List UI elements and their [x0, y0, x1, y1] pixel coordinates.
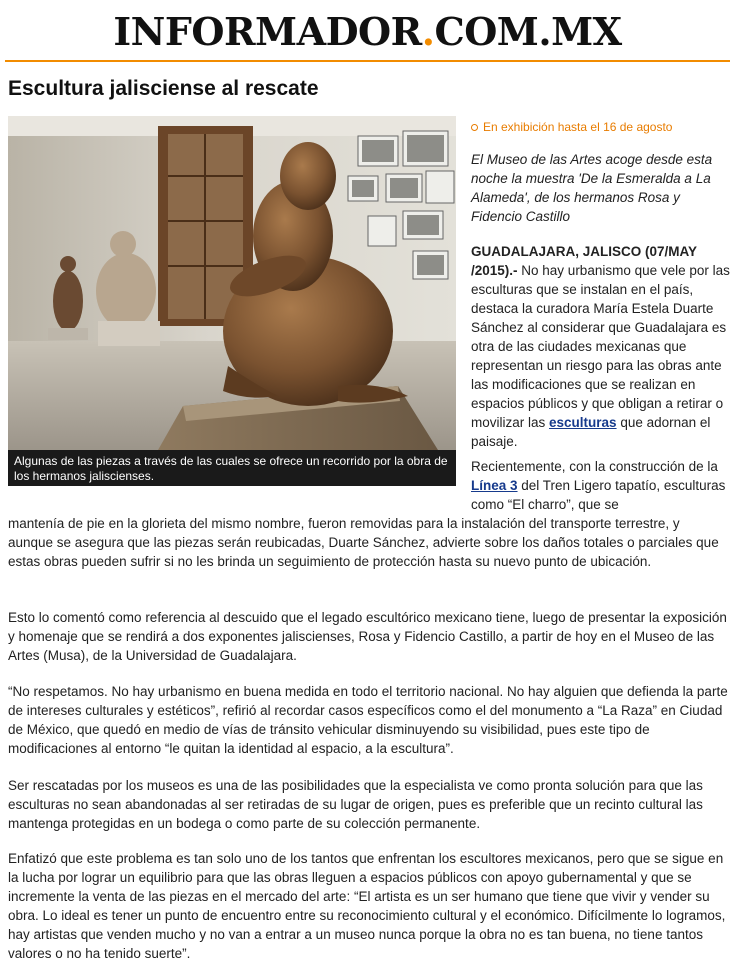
masthead-divider	[5, 60, 730, 62]
logo-tld: COM.MX	[434, 9, 622, 54]
site-logo[interactable]	[0, 10, 735, 54]
paragraph-1-end: que adornan el paisaje.	[471, 415, 711, 449]
masthead	[0, 0, 735, 62]
sculpture-photo	[8, 116, 456, 450]
article-sidebar	[471, 116, 731, 451]
article-paragraph-5: Ser rescatadas por los museos es una de las posibilidades que la especialista ve como pronta solución para que las esculturas no sean abandonadas al ser retiradas de su lugar de origen, pues es preferible que un recinto cultural las mantenga protegidas en un bodega o como parte de su colección permanente.	[8, 778, 703, 831]
logo-dot: .	[421, 9, 435, 54]
link-linea-3[interactable]: Línea 3	[471, 478, 518, 493]
paragraph-2-start: Recientemente, con la construcción de la	[471, 459, 718, 474]
article-paragraph-4: “No respetamos. No hay urbanismo en buena medida en todo el territorio nacional. No hay alguien que defienda la parte de intereses culturales y estéticos”, refirió al recordar casos específicos como el del monumento a “La Raza” en Ciudad de México, que quedó en medio de vías de tránsito vehicular disminuyendo su visibilidad, pues este tipo de modificaciones al entorno “le quitan la identidad al espacio, a la escultura”.	[8, 684, 728, 756]
paragraph-2-mid: del Tren Ligero tapatío, esculturas como “El charro”, que se	[471, 478, 726, 512]
link-esculturas[interactable]: esculturas	[549, 415, 617, 430]
exhibition-note-text: En exhibición hasta el 16 de agosto	[483, 120, 673, 134]
paragraph-1-text: No hay urbanismo que vele por las esculturas que se instalan en el país, destaca la curadora María Estela Duarte Sánchez al considerar que Guadalajara es otra de las ciudades mexicanas que representan un riesgo para las obras ante las modificaciones que se realizan en espacios públicos y que obligan a retirar o movilizar las	[471, 263, 730, 430]
article-paragraph-3: Esto lo comentó como referencia al descuido que el legado escultórico mexicano tiene, luego de presentar la exposición y homenaje que se rendirá a dos exponentes jaliscienses, Rosa y Fidencio Castillo, a partir de hoy en el Museo de las Artes (Musa), de la Universidad de Guadalajara.	[8, 610, 727, 663]
article-title: Escultura jalisciense al rescate	[8, 77, 319, 100]
article-paragraph-6: Enfatizó que este problema es tan solo uno de los tantos que enfrentan los escultores mexicanos, pero que se sigue en la lucha por lograr un equilibrio para que las obras lleguen a espacios públicos con apoyo gubernamental y que se incremente la venta de las piezas en el mercado del arte: “El artista es un ser humano que tiene que vivir y vender su obra. Lo ideal es tener un punto de encuentro entre su reconocimiento cultural y el económico. Difícilmente lo logramos, hay artistas que venden mucho y no van a entrar a un museo nunca porque la obra no es tan buena, no tiene tantos valores o no ha tenido suerte”.	[8, 851, 726, 961]
bullet-icon	[471, 124, 478, 131]
article-paragraph-2-continued: mantenía de pie en la glorieta del mismo nombre, fueron removidas para la instalación del transporte terrestre, y aunque se asegura que las piezas serán reubicadas, Duarte Sánchez, advierte sobre los daños totales o parciales que estas obras pueden sufrir si no les brinda un seguimiento de protección hasta su nuevo punto de ubicación.	[8, 516, 719, 569]
photo-caption: Algunas de las piezas a través de las cuales se ofrece un recorrido por la obra de los hermanos jaliscienses.	[8, 450, 456, 486]
exhibition-note	[471, 120, 731, 134]
article-lede: El Museo de las Artes acoge desde esta noche la muestra 'De la Esmeralda a La Alameda', de los hermanos Rosa y Fidencio Castillo	[471, 152, 713, 224]
dateline: GUADALAJARA, JALISCO (07/MAY /2015).-	[471, 244, 697, 278]
article-figure	[8, 116, 456, 486]
article-paragraph-2-start	[471, 457, 731, 514]
article-paragraph-1	[471, 242, 731, 451]
logo-main: INFORMADOR	[113, 9, 422, 54]
